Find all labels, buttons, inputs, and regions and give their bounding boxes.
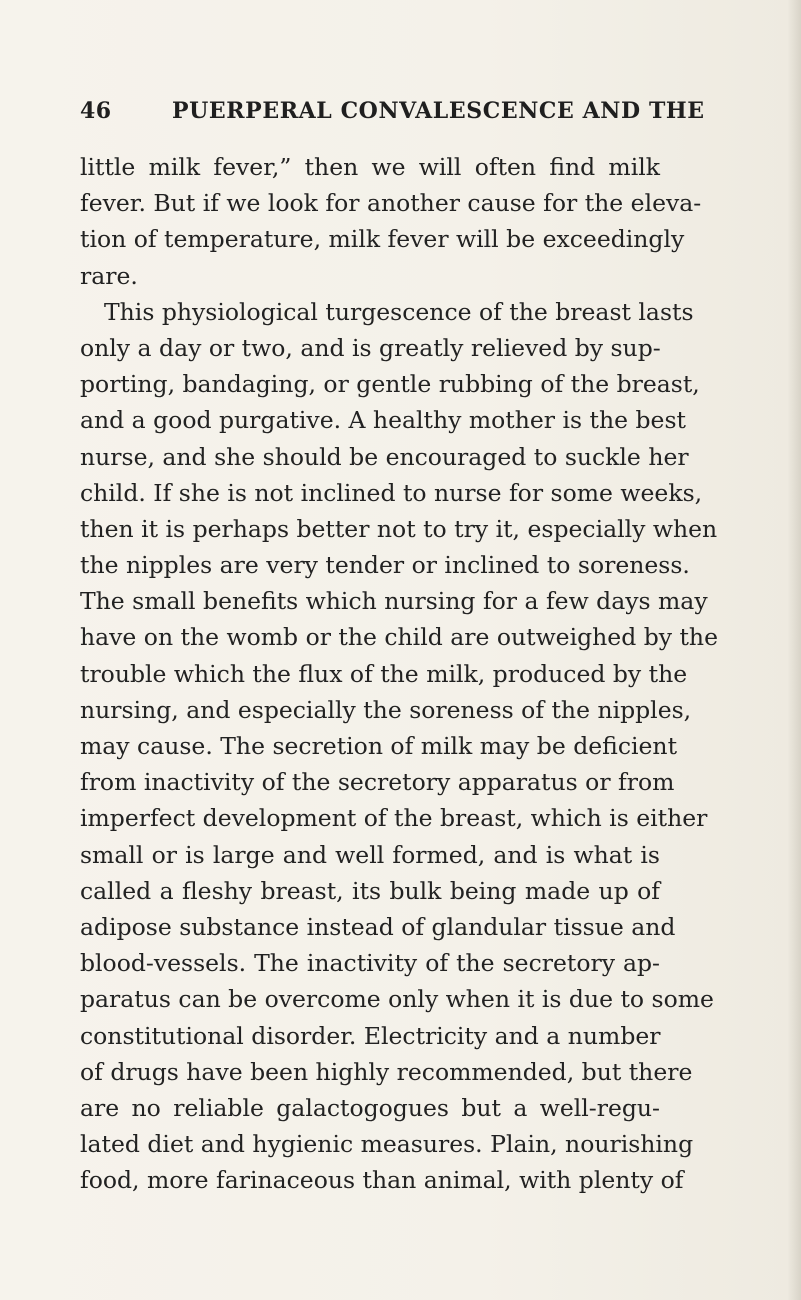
text-line: little milk fever,” then we will often find milk bbox=[80, 153, 660, 181]
text-line: only a day or two, and is greatly relieved by sup- bbox=[80, 333, 661, 362]
text-line: paratus can be overcome only when it is due to some bbox=[80, 985, 714, 1014]
text-line: then it is perhaps better not to try it, especially when bbox=[80, 514, 718, 543]
text-line: from inactivity of the secretory apparatus or from bbox=[80, 768, 675, 797]
text-line: food, more farinaceous than animal, with plenty of bbox=[80, 1166, 684, 1195]
text-line: of drugs have been highly recommended, but there bbox=[80, 1057, 693, 1086]
text-line: nursing, and especially the soreness of the nipples, bbox=[80, 695, 692, 724]
text-line: This physiological turgescence of the breast lasts bbox=[104, 297, 694, 326]
text-line: blood-vessels. The inactivity of the secretory ap- bbox=[80, 949, 660, 978]
text-line: child. If she is not inclined to nurse for some weeks, bbox=[80, 478, 703, 507]
text-line: nurse, and she should be encouraged to suckle her bbox=[80, 442, 689, 471]
text-line: adipose substance instead of glandular tissue and bbox=[80, 912, 676, 941]
text-line: called a fleshy breast, its bulk being made up of bbox=[80, 876, 660, 905]
page-number: 46 bbox=[80, 98, 112, 124]
running-head bbox=[80, 98, 705, 132]
text-line: constitutional disorder. Electricity and a number bbox=[80, 1021, 661, 1050]
page-edge-shadow bbox=[787, 0, 801, 1300]
text-line: and a good purgative. A healthy mother is the best bbox=[80, 406, 686, 435]
text-line: The small benefits which nursing for a few days may bbox=[80, 587, 708, 616]
text-line: the nipples are very tender or inclined to soreness. bbox=[80, 551, 690, 580]
text-line: porting, bandaging, or gentle rubbing of the breast, bbox=[80, 370, 700, 399]
text-line: small or is large and well formed, and is what is bbox=[80, 840, 660, 869]
text-line: trouble which the flux of the milk, produced by the bbox=[80, 659, 688, 688]
running-head-title: PUERPERAL CONVALESCENCE AND THE bbox=[172, 98, 705, 124]
text-line: have on the womb or the child are outweighed by the bbox=[80, 623, 718, 652]
text-line: imperfect development of the breast, which is either bbox=[80, 804, 708, 833]
body-text bbox=[80, 149, 718, 1198]
text-line: are no reliable galactogogues but a well-regu- bbox=[80, 1093, 660, 1122]
text-line: may cause. The secretion of milk may be deficient bbox=[80, 732, 678, 760]
text-line: tion of temperature, milk fever will be exceedingly bbox=[80, 225, 685, 254]
text-line: fever. But if we look for another cause for the eleva- bbox=[80, 189, 702, 218]
text-line: rare. bbox=[80, 261, 138, 290]
text-line: lated diet and hygienic measures. Plain, nourishing bbox=[80, 1130, 694, 1159]
